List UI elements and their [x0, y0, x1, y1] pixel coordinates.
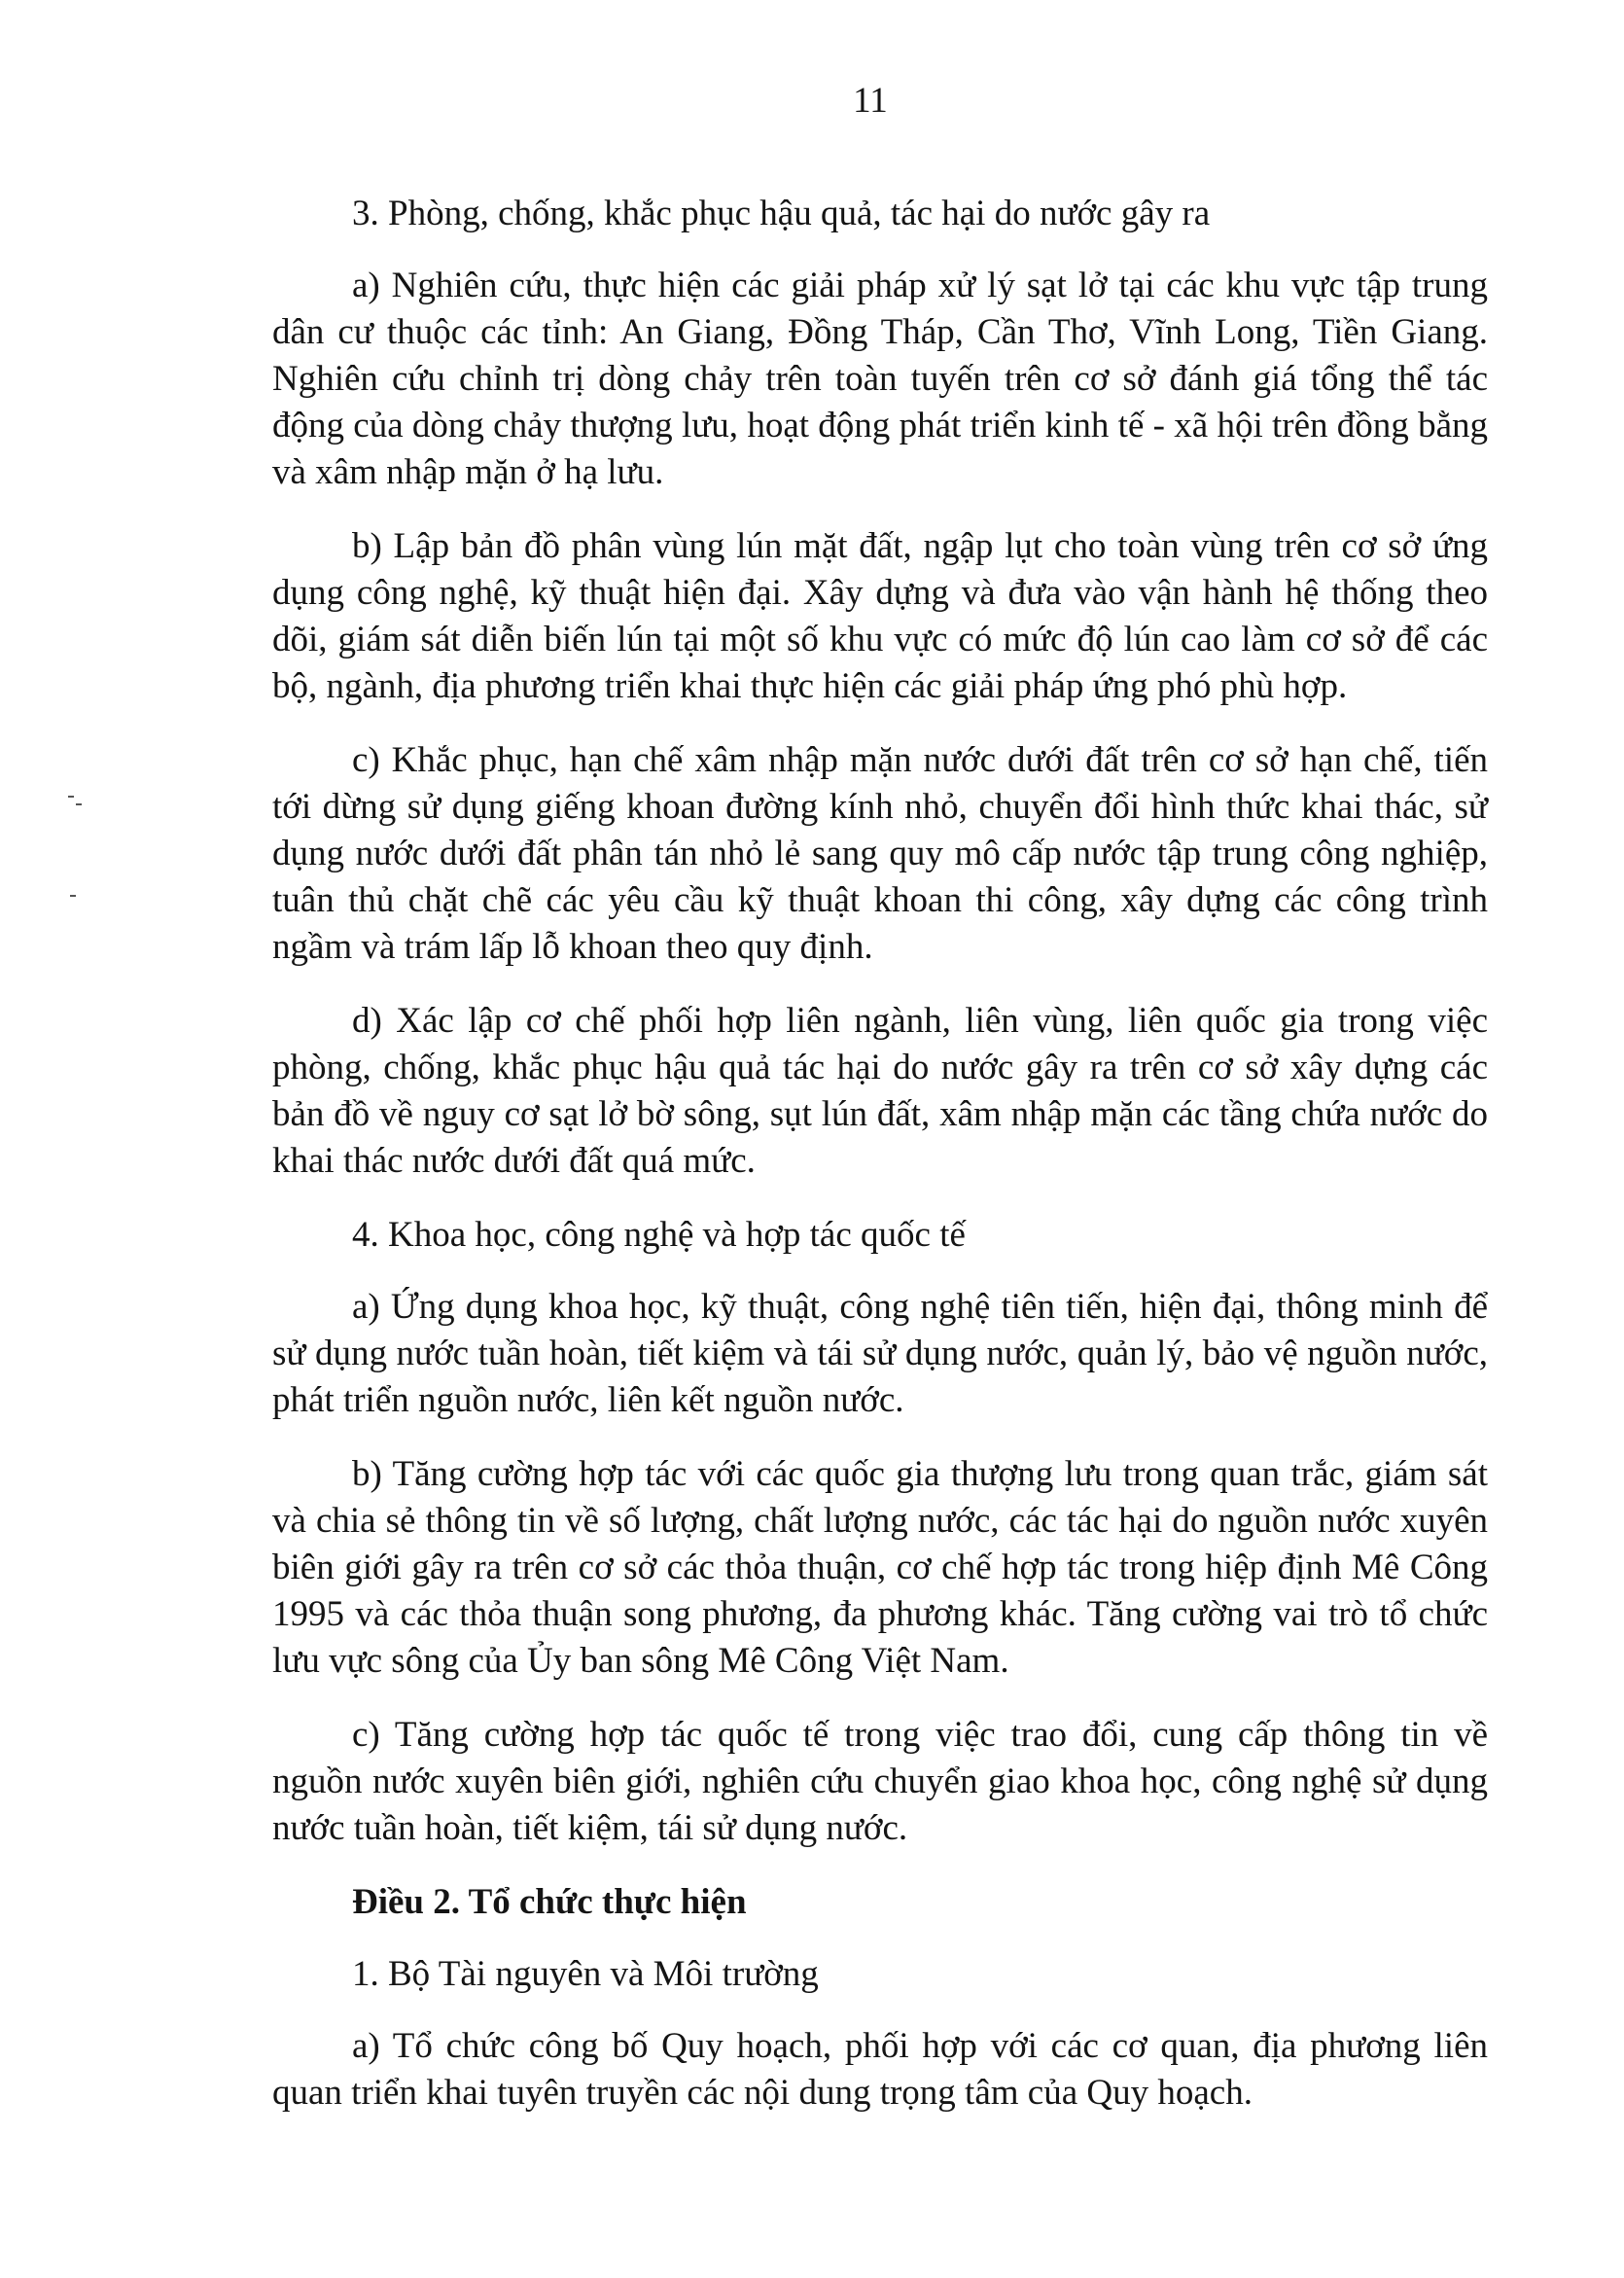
article-heading: Điều 2. Tổ chức thực hiện: [352, 1882, 747, 1922]
paragraph: a) Tổ chức công bố Quy hoạch, phối hợp với các cơ quan, địa phương liên quan triển khai tuyên truyền các nội dung trọng tâm của Quy hoạch.: [272, 2026, 1488, 2113]
margin-mark: [68, 796, 74, 798]
paragraph: c) Tăng cường hợp tác quốc tế trong việc trao đổi, cung cấp thông tin về nguồn nước xuyên biên giới, nghiên cứu chuyển giao khoa học, công nghệ sử dụng nước tuần hoàn, tiết kiệm, tái sử dụng nước.: [272, 1715, 1488, 1848]
paragraph: a) Nghiên cứu, thực hiện các giải pháp xử lý sạt lở tại các khu vực tập trung dân cư thuộc các tỉnh: An Giang, Đồng Tháp, Cần Thơ, Vĩnh Long, Tiền Giang. Nghiên cứu chỉnh trị dòng chảy trên toàn tuyến trên cơ sở đánh giá tổng thể tác động của dòng chảy thượng lưu, hoạt động phát triển kinh tế - xã hội trên đồng bằng và xâm nhập mặn ở hạ lưu.: [272, 266, 1488, 492]
paragraph: b) Tăng cường hợp tác với các quốc gia thượng lưu trong quan trắc, giám sát và chia sẻ thông tin về số lượng, chất lượng nước, các tác hại do nguồn nước xuyên biên giới gây ra trên cơ sở các thỏa thuận, cơ chế hợp tác trong hiệp định Mê Công 1995 và các thỏa thuận song phương, đa phương khác. Tăng cường vai trò tổ chức lưu vực sông của Ủy ban sông Mê Công Việt Nam.: [272, 1454, 1488, 1681]
section-heading: 3. Phòng, chống, khắc phục hậu quả, tác hại do nước gây ra: [352, 194, 1211, 233]
section-heading: 1. Bộ Tài nguyên và Môi trường: [352, 1954, 819, 1994]
paragraph: a) Ứng dụng khoa học, kỹ thuật, công nghệ tiên tiến, hiện đại, thông minh để sử dụng nước tuần hoàn, tiết kiệm và tái sử dụng nước, quản lý, bảo vệ nguồn nước, phát triển nguồn nước, liên kết nguồn nước.: [272, 1287, 1488, 1420]
page-number: 11: [853, 81, 888, 121]
section-heading: 4. Khoa học, công nghệ và hợp tác quốc tế: [352, 1215, 966, 1255]
margin-mark: [70, 895, 76, 897]
paragraph: c) Khắc phục, hạn chế xâm nhập mặn nước dưới đất trên cơ sở hạn chế, tiến tới dừng sử dụng giếng khoan đường kính nhỏ, chuyển đổi hình thức khai thác, sử dụng nước dưới đất phân tán nhỏ lẻ sang quy mô cấp nước tập trung công nghiệp, tuân thủ chặt chẽ các yêu cầu kỹ thuật khoan thi công, xây dựng các công trình ngầm và trám lấp lỗ khoan theo quy định.: [272, 740, 1488, 967]
document-body: [272, 191, 1488, 2144]
margin-mark: [76, 803, 82, 805]
paragraph: b) Lập bản đồ phân vùng lún mặt đất, ngập lụt cho toàn vùng trên cơ sở ứng dụng công nghệ, kỹ thuật hiện đại. Xây dựng và đưa vào vận hành hệ thống theo dõi, giám sát diễn biến lún tại một số khu vực có mức độ lún cao làm cơ sở để các bộ, ngành, địa phương triển khai thực hiện các giải pháp ứng phó phù hợp.: [272, 526, 1488, 706]
paragraph: d) Xác lập cơ chế phối hợp liên ngành, liên vùng, liên quốc gia trong việc phòng, chống, khắc phục hậu quả tác hại do nước gây ra trên cơ sở xây dựng các bản đồ về nguy cơ sạt lở bờ sông, sụt lún đất, xâm nhập mặn các tầng chứa nước do khai thác nước dưới đất quá mức.: [272, 1001, 1488, 1181]
